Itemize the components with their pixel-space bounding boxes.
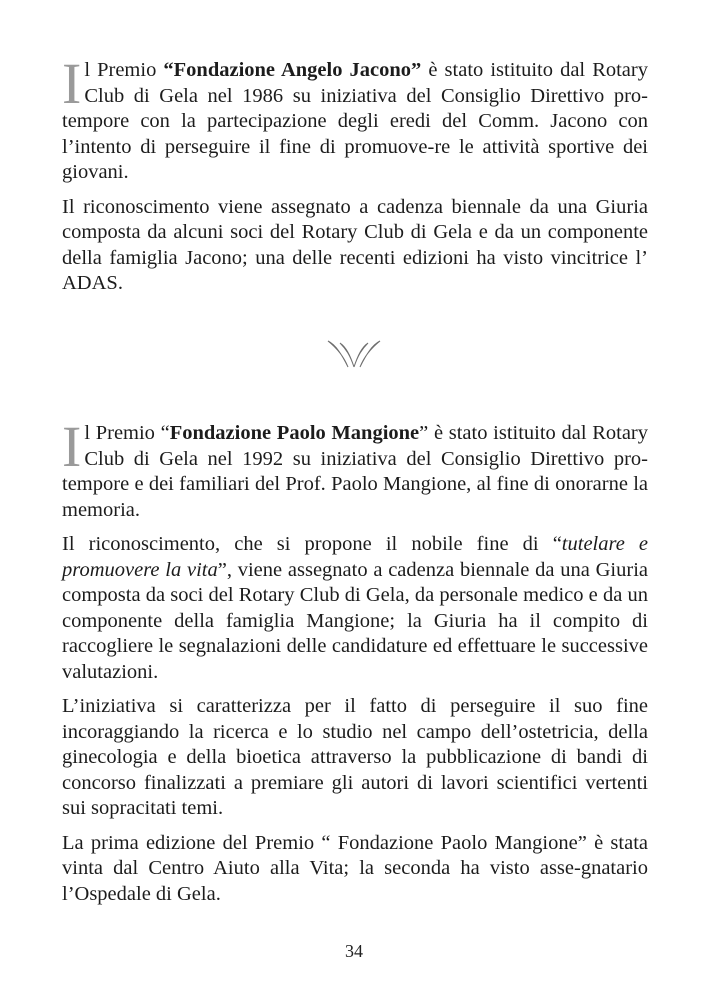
jury-text-rest: ”, viene assegnato a cadenza biennale da una Giuria composta da soci del Rotary Club di Gela, da personale medico e da un componente della famiglia Mangione; la Giuria ha il compito di raccogliere le segnalazioni delle candidature ed effettuare le successive valutazioni. xyxy=(62,558,648,683)
award-name: “Fondazione Angelo Jacono” xyxy=(163,59,422,81)
intro-text-start: l Premio xyxy=(84,59,164,81)
jury-text-start: Il riconoscimento, che si propone il nobile fine di “ xyxy=(62,533,562,555)
paragraph-mangione-intro xyxy=(62,414,649,523)
paragraph-jacono-jury: Il riconoscimento viene assegnato a cadenza biennale da una Giuria composta da alcuni soci del Rotary Club di Gela e da un componente della famiglia Jacono; una delle recenti edizioni ha visto vincitrice l’ ADAS. xyxy=(62,195,648,294)
paragraph-jacono-intro xyxy=(62,51,648,186)
intro-text-start: l Premio “ xyxy=(84,422,170,444)
page-number: 34 xyxy=(345,941,363,961)
leaf-ornament-icon xyxy=(326,339,382,369)
italic-quote: tutelare e promuovere la vita xyxy=(62,533,648,581)
drop-cap: I xyxy=(62,414,82,479)
section-premio-mangione xyxy=(62,414,649,916)
paragraph-mangione-jury xyxy=(62,532,648,685)
drop-cap: I xyxy=(62,51,82,116)
section-premio-jacono xyxy=(62,51,648,306)
intro-text-rest: è stato istituito dal Rotary Club di Gela nel 1986 su iniziativa del Consiglio Direttivo pro-tempore con la partecipazione degli eredi del Comm. Jacono con l’intento di perseguire il fine di promuove-re le attività sportive dei giovani. xyxy=(62,59,648,183)
award-name: Fondazione Paolo Mangione xyxy=(169,422,420,444)
paragraph-mangione-editions: La prima edizione del Premio “ Fondazione Paolo Mangione” è stata vinta dal Centro Aiuto alla Vita; la seconda ha visto asse-gnatario l’Ospedale di Gela. xyxy=(62,831,648,905)
intro-text-rest: ” è stato istituito dal Rotary Club di Gela nel 1992 su iniziativa del Consiglio Direttivo pro-tempore e dei familiari del Prof. Paolo Mangione, al fine di onorarne la memoria. xyxy=(62,422,649,521)
paragraph-mangione-purpose: L’iniziativa si caratterizza per il fatto di perseguire il suo fine incoraggiando la ricerca e lo studio nel campo dell’ostetricia, della ginecologia e della bioetica attraverso la pubblicazione di bandi di concorso finalizzati a premiare gli autori di lavori scientifici vertenti sui sopracitati temi. xyxy=(62,695,648,819)
